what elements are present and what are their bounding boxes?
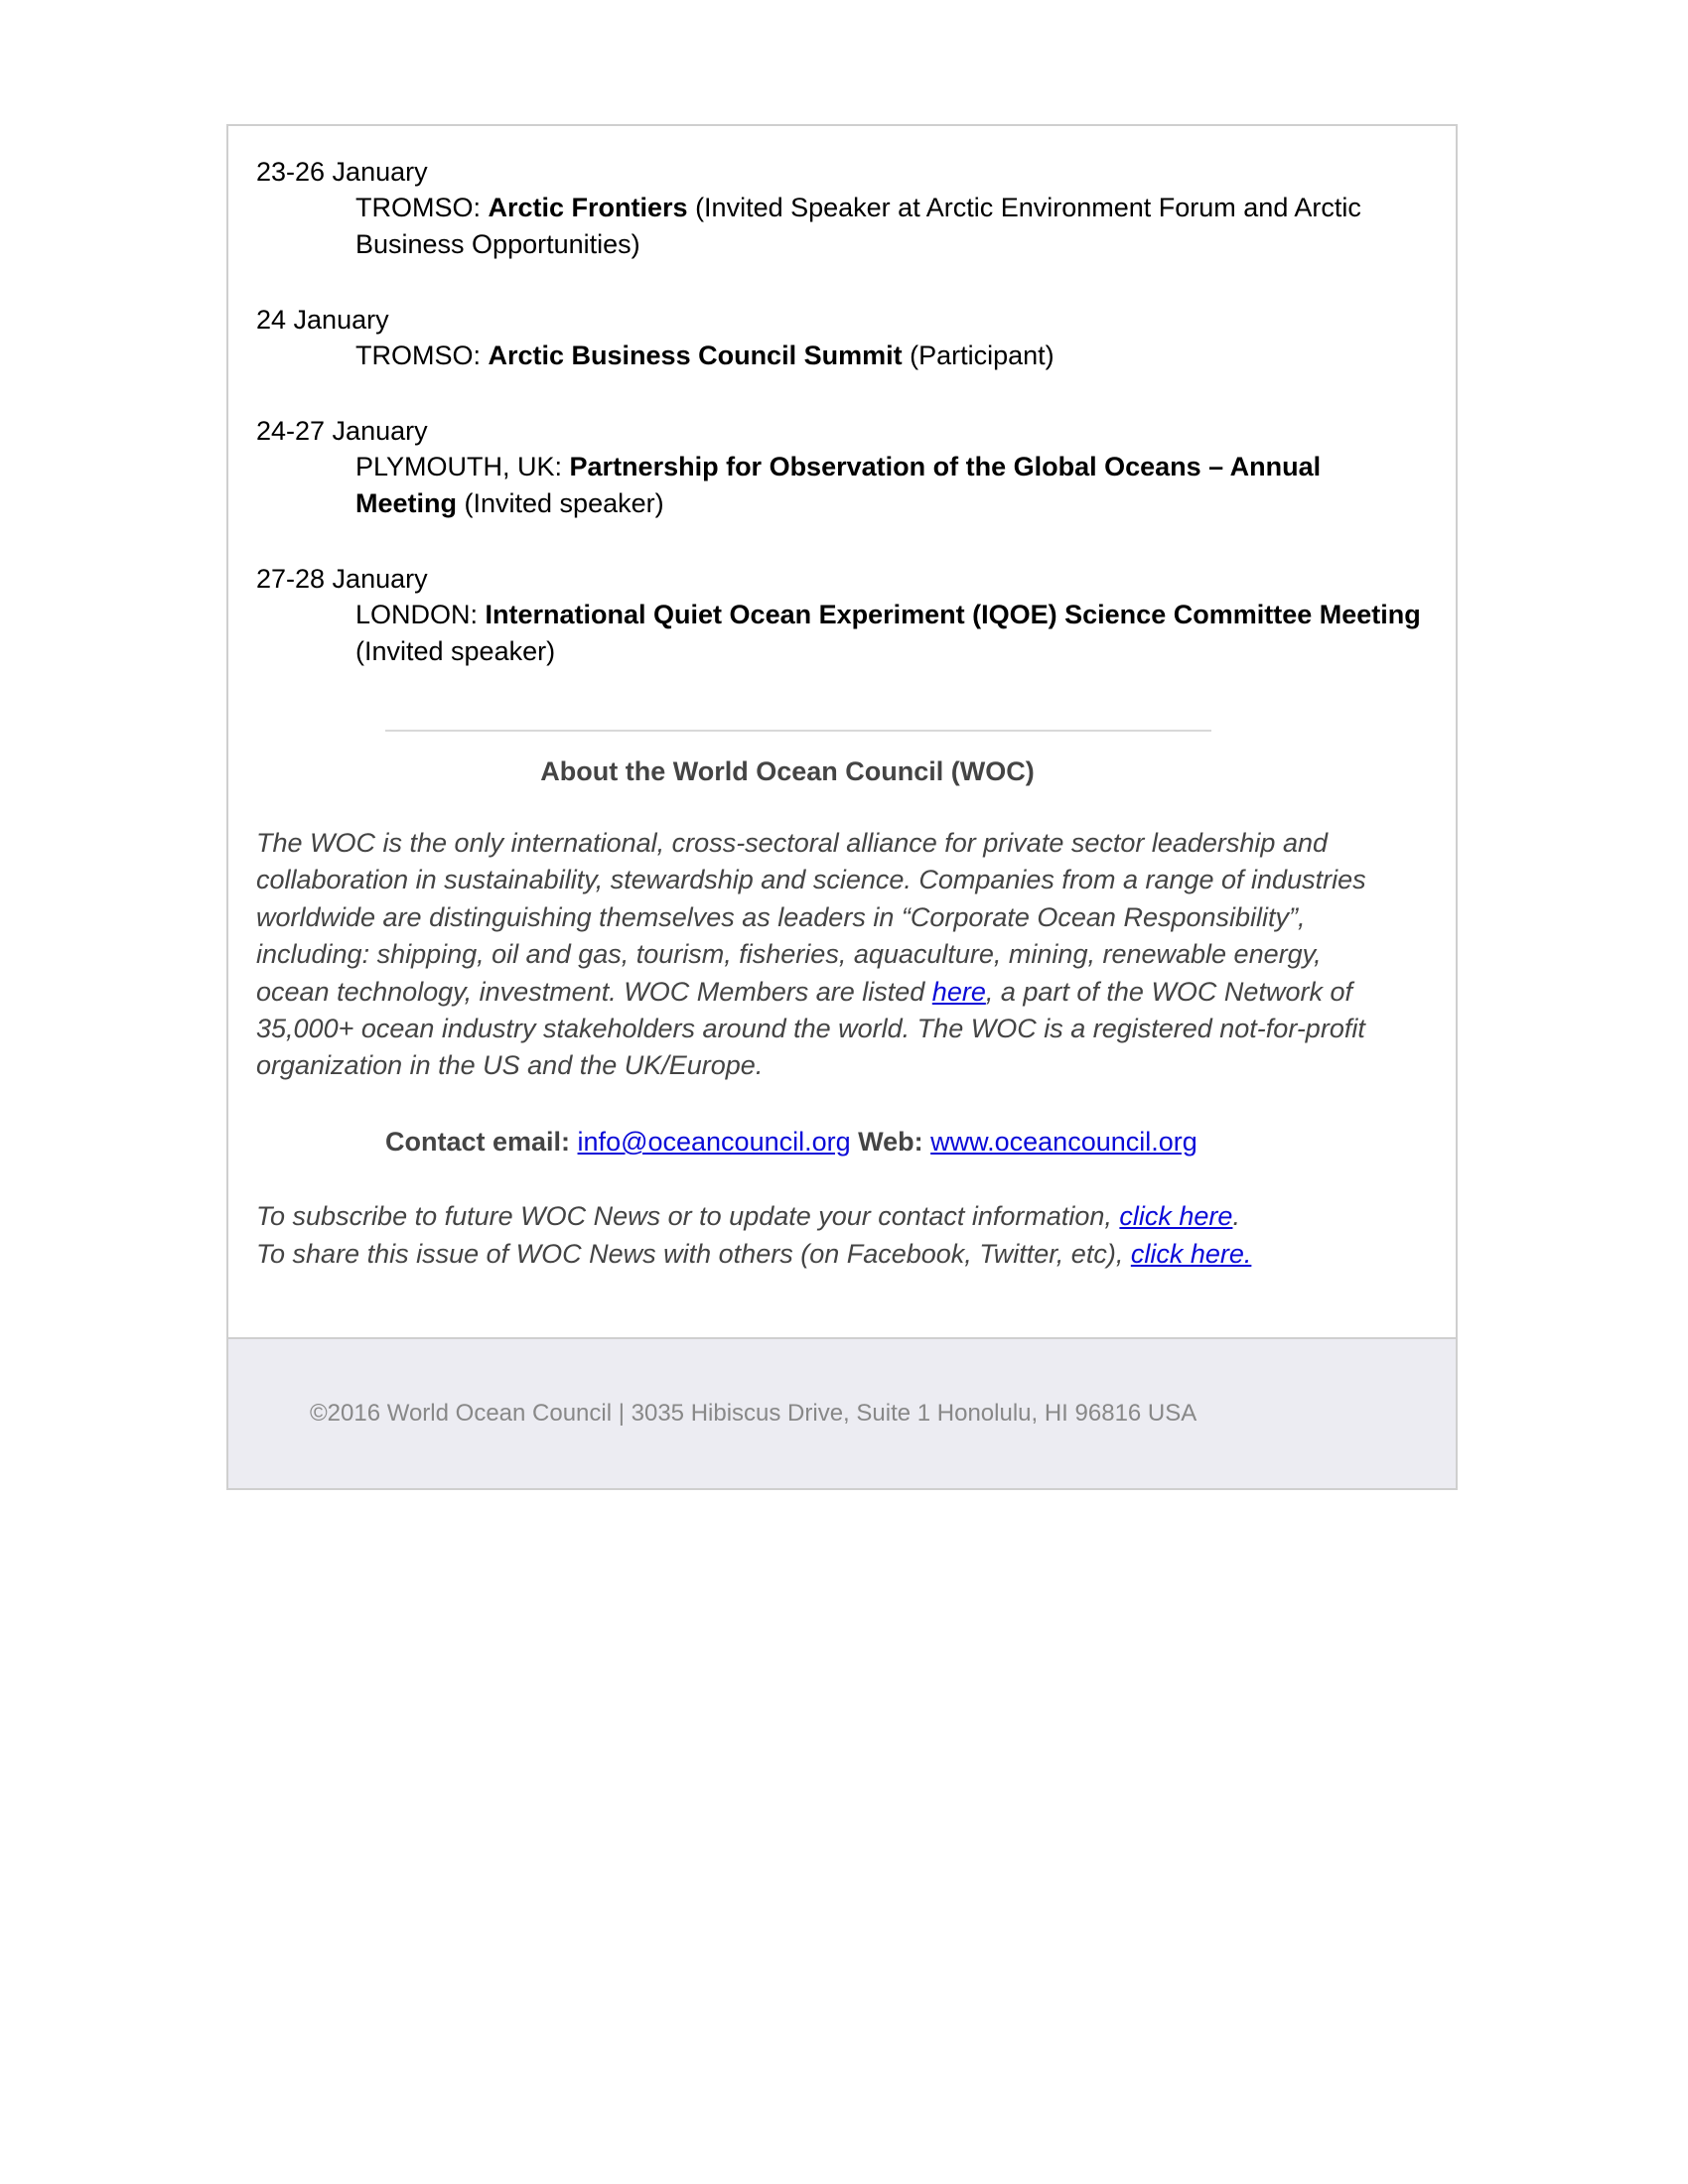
- event-note: (Invited speaker): [457, 488, 664, 518]
- subscribe-link[interactable]: click here: [1119, 1201, 1233, 1231]
- subscribe-text: To subscribe to future WOC News or to update your contact information,: [256, 1201, 1120, 1231]
- event-note: (Invited speaker): [355, 636, 556, 666]
- event-description: [355, 338, 1428, 374]
- contact-email-link[interactable]: info@oceancouncil.org: [577, 1127, 851, 1157]
- event-location: TROMSO:: [355, 341, 489, 370]
- website-link[interactable]: www.oceancouncil.org: [930, 1127, 1197, 1157]
- newsletter-container: [226, 124, 1458, 1490]
- about-text-end: , a part of the WOC Network of 35,000+ ocean industry stakeholders around the world. The WOC is a registered not-for-profit organization in the US and the UK/Europe.: [256, 976, 1365, 1081]
- event-title: Arctic Frontiers: [488, 193, 688, 222]
- event-location: PLYMOUTH, UK:: [355, 452, 570, 481]
- event-item: [256, 154, 1428, 263]
- footer: [228, 1337, 1456, 1488]
- about-heading: About the World Ocean Council (WOC): [540, 756, 1035, 786]
- event-location: TROMSO:: [355, 193, 489, 222]
- event-title: Arctic Business Council Summit: [488, 341, 903, 370]
- share-line: [256, 1236, 1251, 1274]
- about-paragraph: [256, 825, 1378, 1085]
- event-title: Partnership for Observation of the Global Oceans – Annual Meeting: [355, 452, 1322, 518]
- event-item: [256, 561, 1428, 670]
- event-date: 24-27 January: [256, 416, 428, 446]
- event-location: LONDON:: [355, 600, 486, 629]
- subscribe-block: [256, 1198, 1251, 1273]
- subscribe-period: .: [1232, 1201, 1240, 1231]
- event-item: [256, 302, 1428, 374]
- event-item: [256, 413, 1428, 522]
- contact-email-label: Contact email:: [385, 1127, 578, 1157]
- web-label: Web:: [850, 1127, 931, 1157]
- about-text-start: The WOC is the only international, cross-sectoral alliance for private sector leadership and collaboration in sustainability, stewardship and science. Companies from a range of industries worldwide are distinguishing themselves as leaders in “Corporate Ocean Responsibility”, including: shipping, oil and gas, tourism, fisheries, aquaculture, mining, renewable energy, ocean technology, investment. WOC Members are listed: [256, 828, 1366, 1007]
- event-description: [355, 190, 1428, 263]
- footer-copyright: ©2016 World Ocean Council | 3035 Hibiscus Drive, Suite 1 Honolulu, HI 96816 USA: [310, 1400, 1197, 1427]
- event-title: International Quiet Ocean Experiment (IQOE) Science Committee Meeting: [485, 600, 1421, 629]
- share-text: To share this issue of WOC News with others (on Facebook, Twitter, etc),: [256, 1238, 1131, 1269]
- event-description: [355, 449, 1428, 522]
- event-date: 23-26 January: [256, 157, 428, 187]
- contact-line: [385, 1124, 1197, 1160]
- members-list-link[interactable]: here: [931, 976, 986, 1007]
- subscribe-line: [256, 1198, 1251, 1236]
- event-description: [355, 597, 1428, 670]
- section-divider: [385, 730, 1211, 732]
- newsletter-content: [256, 126, 1428, 1339]
- share-link[interactable]: click here.: [1130, 1238, 1252, 1269]
- event-note: (Invited Speaker at Arctic Environment Forum and Arctic Business Opportunities): [355, 193, 1361, 259]
- event-date: 24 January: [256, 305, 389, 335]
- event-date: 27-28 January: [256, 564, 428, 594]
- event-note: (Participant): [902, 341, 1055, 370]
